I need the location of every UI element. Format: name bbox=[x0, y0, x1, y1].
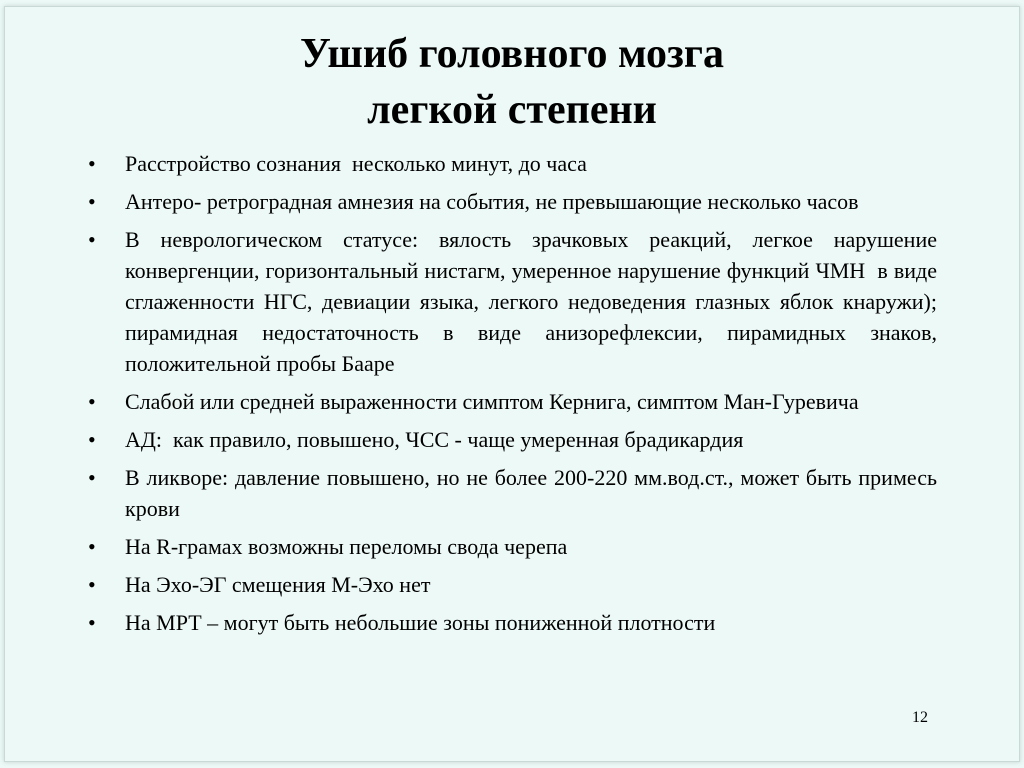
bullet-icon: • bbox=[88, 227, 96, 252]
bullet-text: На Эхо-ЭГ смещения М-Эхо нет bbox=[125, 572, 431, 597]
bullet-item-echo-eg bbox=[0, 569, 1024, 600]
bullet-item-x-ray bbox=[0, 531, 1024, 562]
bullet-item-neurological-status bbox=[0, 224, 1024, 379]
bullet-text: В ликворе: давление повышено, но не более 200-220 мм.вод.ст., может быть примесь крови bbox=[125, 465, 943, 521]
bullet-item-blood-pressure bbox=[0, 424, 1024, 455]
page-number: 12 bbox=[912, 709, 928, 726]
bullet-icon: • bbox=[88, 427, 96, 452]
bullet-icon: • bbox=[88, 572, 96, 597]
bullet-text: Антеро- ретроградная амнезия на события, не превышающие несколько часов bbox=[125, 189, 859, 214]
bullet-item-kernig-symptom bbox=[0, 386, 1024, 417]
bullet-item-mri bbox=[0, 607, 1024, 638]
bullet-item-consciousness bbox=[0, 148, 1024, 179]
bullet-text: В неврологическом статусе: вялость зрачковых реакций, легкое нарушение конвергенции, горизонтальный нистагм, умеренное нарушение функций ЧМН в виде сглаженности НГС, девиации языка, легкого недоведения глазных яблок кнаружи); пирамидная недостаточность в виде анизорефлексии, пирамидных знаков, положительной пробы Бааре bbox=[125, 227, 943, 376]
bullet-text: АД: как правило, повышено, ЧСС - чаще умеренная брадикардия bbox=[125, 427, 744, 452]
bullet-text: Слабой или средней выраженности симптом Кернига, симптом Ман-Гуревича bbox=[125, 389, 859, 414]
slide-title bbox=[0, 26, 1024, 138]
bullet-icon: • bbox=[88, 610, 96, 635]
bullet-icon: • bbox=[88, 189, 96, 214]
slide-title-line-2: легкой степени bbox=[367, 87, 657, 133]
bullet-icon: • bbox=[88, 465, 96, 490]
bullet-icon: • bbox=[88, 534, 96, 559]
bullet-text: На МРТ – могут быть небольшие зоны пониженной плотности bbox=[125, 610, 716, 635]
slide-title-line-1: Ушиб головного мозга bbox=[300, 31, 724, 77]
bullet-item-amnesia bbox=[0, 186, 1024, 217]
bullet-text: На R-грамах возможны переломы свода черепа bbox=[125, 534, 568, 559]
bullet-item-liquor bbox=[0, 462, 1024, 524]
bullet-list bbox=[0, 148, 1024, 645]
bullet-icon: • bbox=[88, 151, 96, 176]
bullet-icon: • bbox=[88, 389, 96, 414]
bullet-text: Расстройство сознания несколько минут, до часа bbox=[125, 151, 587, 176]
